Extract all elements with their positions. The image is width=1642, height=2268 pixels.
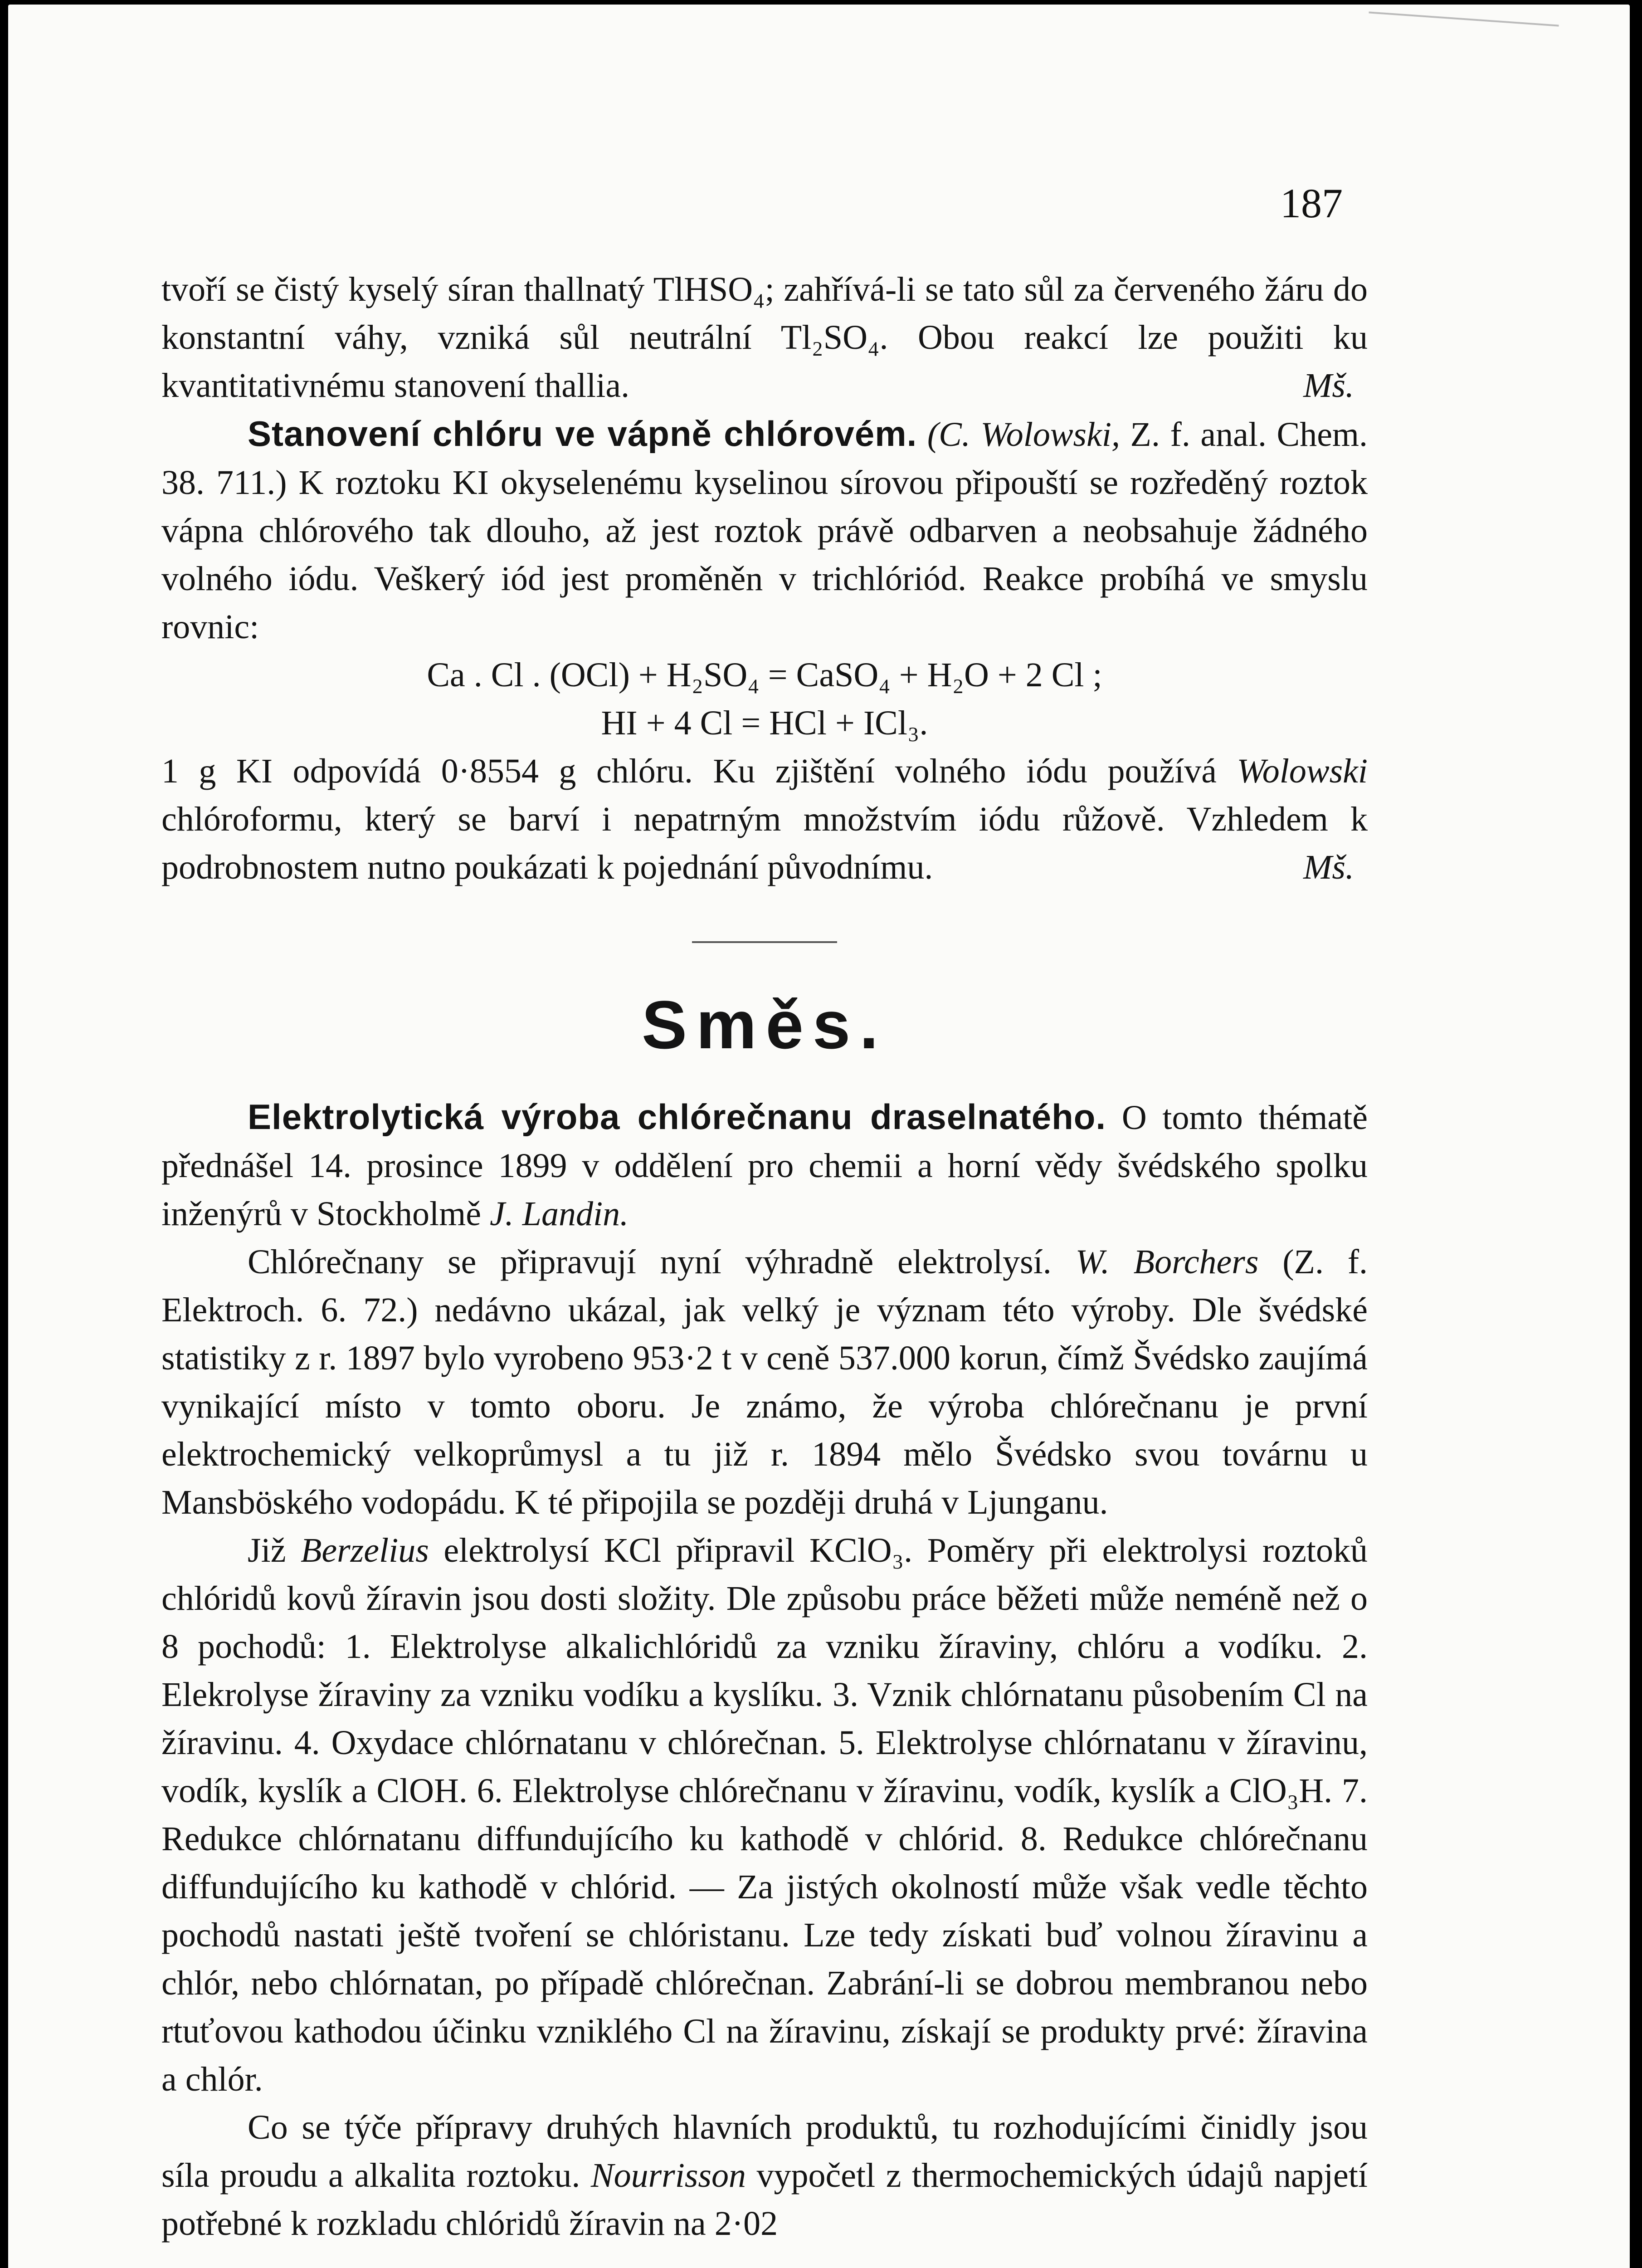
section-divider: [692, 941, 837, 943]
electro-p2-rest: elektrolysí KCl připravil KClO₃. Poměry při elektrolysi roztoků chlóridů kovů žíravin jsou dosti složity. Dle způsobu práce běžeti může neméně než o 8 pochodů: 1. Elektrolyse alkalichlóridů za vzniku žíraviny, chlóru a vodíku. 2. Elekrolyse žíraviny za vzniku vodíku a kyslíku. 3. Vznik chlórnatanu působením Cl na žíravinu. 4. Oxydace chlórnatanu v chlórečnan. 5. Elektrolyse chlórnatanu v žíravinu, vodík, kyslík a ClOH. 6. Elektrolyse chlórečnanu v žíravinu, vodík, kyslík a ClO₃H. 7. Redukce chlórnatanu diffundujícího ku kathodě v chlórid. 8. Redukce chlórečnanu diffundujícího ku kathodě v chlórid. — Za jistých okolností může však vedle těchto pochodů nastati ještě tvoření se chlóristanu. Lze tedy získati buď volnou žíravinu a chlór, nebo chlórnatan, po případě chlórečnan. Zabrání-li se dobrou membranou nebo rtuťovou kathodou účinku vzniklého Cl na žíravinu, získají se produkty prvé: žíravina a chlór.: [161, 1531, 1368, 2098]
chlor-conclusion-author: Wolowski: [1237, 752, 1368, 790]
chlor-conclusion-rest: chlóroformu, který se barví i nepatrným množstvím iódu růžově. Vzhledem k podrobnostem nutno poukázati k pojednání původnímu.: [161, 800, 1368, 886]
intro-paragraph: [161, 265, 1368, 410]
chlor-signature: Mš.: [1303, 848, 1354, 886]
equation-1: Ca . Cl . (OCl) + H₂SO₄ = CaSO₄ + H₂O + 2 Cl ;: [427, 656, 1102, 694]
text-column: [161, 265, 1368, 2248]
chlor-article: [161, 410, 1368, 651]
chlor-conclusion: [161, 747, 1368, 891]
chlor-citation-rest: Z. f. anal. Chem. 38. 711.): [161, 415, 1368, 502]
section-title: Směs.: [642, 987, 887, 1063]
electro-p3-author: Nourrisson: [590, 2156, 746, 2195]
electro-p1-lead: Chlórečnany se připravují nyní výhradně elektrolysí.: [248, 1243, 1052, 1281]
electro-paragraph-1: [161, 1238, 1368, 1526]
chlor-heading: Stanovení chlóru ve vápně chlórovém.: [248, 414, 917, 454]
intro-signature: Mš.: [1303, 367, 1354, 405]
electro-paragraph-3: [161, 2103, 1368, 2248]
electro-p1-author: W. Borchers: [1075, 1243, 1259, 1281]
electro-p2-lead: Již: [248, 1531, 286, 1569]
book-page: [8, 5, 1630, 2268]
electro-intro-lead: O tomto thématě přednášel 14. prosince 1899 v oddělení pro chemii a horní vědy švédského spolku inženýrů v Stockholmě: [161, 1099, 1368, 1233]
chlor-citation-author: (C. Wolowski,: [927, 415, 1120, 454]
electro-p3-lead: Co se týče přípravy druhých hlavních produktů, tu rozhodujícími činidly jsou síla proudu a alkalita roztoku.: [161, 2108, 1368, 2195]
electro-p2-author: Berzelius: [300, 1531, 429, 1569]
electro-intro: [161, 1093, 1368, 1238]
scan-scratch: [1369, 11, 1559, 26]
intro-text: tvoří se čistý kyselý síran thallnatý TlHSO₄; zahřívá-li se tato sůl za červeného žáru do konstantní váhy, vzniká sůl neutrální Tl₂SO₄. Obou reakcí lze použiti ku kvantitativnému stanovení thallia.: [161, 270, 1368, 405]
electro-intro-author: J. Landin.: [489, 1195, 629, 1233]
page-number: 187: [1280, 180, 1343, 226]
electro-p1-rest: (Z. f. Elektroch. 6. 72.) nedávno ukázal, jak velký je význam této výroby. Dle švédské statistiky z r. 1897 bylo vyrobeno 953·2 t v ceně 537.000 korun, čímž Švédsko zaujímá vynikající místo v tomto oboru. Je známo, že výroba chlórečnanu je první elektrochemický velkoprůmysl a tu již r. 1894 mělo Švédsko svou továrnu u Mansböského vodopádu. K té připojila se později druhá v Ljunganu.: [161, 1243, 1368, 1521]
electro-heading: Elektrolytická výroba chlórečnanu draselnatého.: [248, 1097, 1106, 1137]
electro-paragraph-2: [161, 1526, 1368, 2103]
electro-p3-rest: vypočetl z thermochemických údajů napjetí potřebné k rozkladu chlóridů žíravin na 2·02: [161, 2156, 1368, 2243]
chlor-conclusion-lead: 1 g KI odpovídá 0·8554 g chlóru. Ku zjištění volného iódu používá: [161, 752, 1217, 790]
chlor-body: K roztoku KI okyselenému kyselinou sírovou připouští se rozředěný roztok vápna chlórového tak dlouho, až jest roztok právě odbarven a neobsahuje žádného volného iódu. Veškerý iód jest proměněn v trichlóriód. Reakce probíhá ve smyslu rovnic:: [161, 464, 1368, 646]
equation-2: HI + 4 Cl = HCl + ICl₃.: [601, 704, 928, 742]
